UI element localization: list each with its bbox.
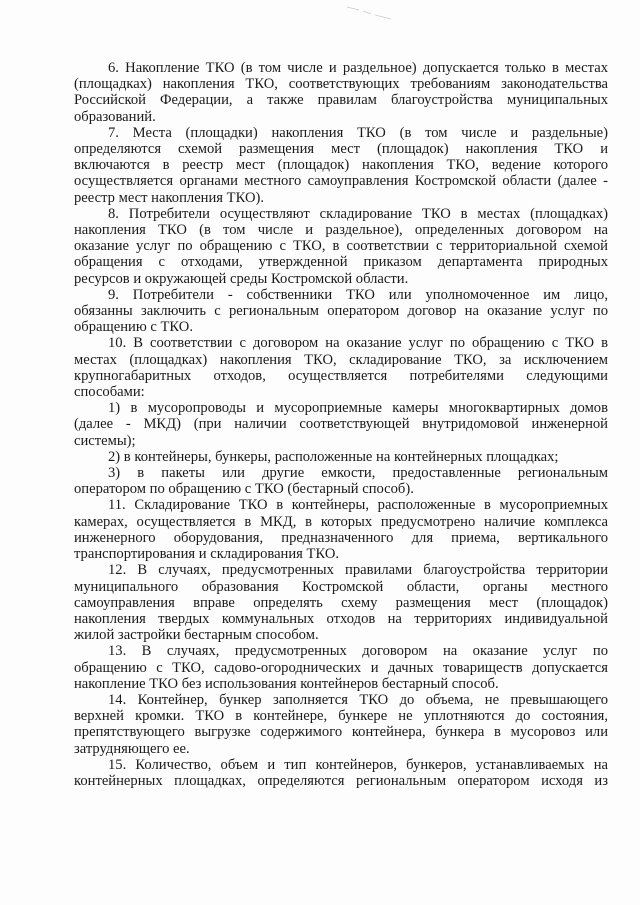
text-line: способами: [74, 384, 145, 401]
text-line: определяются схемой размещения мест (площадок) накопления ТКО и [74, 141, 608, 158]
text-line: затрудняющего ее. [74, 740, 190, 757]
text-line: обязанны заключить с региональным оператором договор на оказание услуг по [74, 303, 608, 320]
text-line: 8. Потребители осуществляют складирование ТКО в местах (площадках) [108, 205, 608, 222]
paragraph [74, 497, 608, 562]
text-line: 10. В соответствии с договором на оказание услуг по обращению с ТКО в [108, 335, 608, 352]
text-line: 13. В случаях, предусмотренных договором на оказание услуг по [108, 643, 608, 660]
text-line: оказание услуг по обращению с ТКО, в соответствии с территориальной схемой [74, 238, 608, 255]
paragraph [74, 335, 608, 400]
paragraph [74, 287, 608, 336]
paragraph [74, 643, 608, 692]
text-line: 6. Накопление ТКО (в том числе и раздельное) допускается только в местах [108, 60, 608, 76]
text-line: накопления ТКО (в том числе и раздельное), определенных договором на [74, 222, 608, 239]
paragraph [74, 125, 608, 206]
text-line: камерах, осуществляется в МКД, в которых предусмотрено наличие комплекса [74, 513, 608, 530]
paragraph [74, 757, 608, 789]
paragraph [74, 206, 608, 287]
text-line: системы); [74, 432, 136, 449]
paragraph [74, 562, 608, 643]
text-line: накопление ТКО без использования контейнеров бестарный способ. [74, 675, 499, 692]
paragraph [74, 60, 608, 125]
text-line: местах (площадках) накопления ТКО, складирование ТКО, за исключением [74, 351, 608, 368]
text-line: 2) в контейнеры, бункеры, расположенные на контейнерных площадках; [108, 448, 559, 465]
paragraph [74, 449, 608, 465]
text-line: (площадках) накопления ТКО, соответствующих требованиям законодательства [74, 76, 608, 93]
text-line: накопления твердых коммунальных отходов на территориях индивидуальной [74, 610, 608, 627]
text-line: самоуправления вправе определять схему размещения мест (площадок) [74, 594, 608, 611]
text-line: обращения с отходами, утвержденной приказом департамента природных [74, 254, 608, 271]
text-line: 11. Складирование ТКО в контейнеры, расположенные в мусороприемных [108, 497, 608, 514]
text-line: обращению с ТКО. [74, 319, 193, 336]
text-line: 14. Контейнер, бункер заполняется ТКО до объема, не превышающего [108, 691, 608, 708]
text-line: Российской Федерации, а также правилам благоустройства муниципальных [74, 92, 608, 109]
text-line: 7. Места (площадки) накопления ТКО (в том числе и раздельные) [108, 124, 608, 141]
text-line: (далее - МКД) (при наличии соответствующей внутридомовой инженерной [74, 416, 608, 433]
text-line: 12. В случаях, предусмотренных правилами благоустройства территории [108, 562, 608, 579]
text-line: реестр мест накопления ТКО). [74, 189, 264, 206]
text-line: препятствующего выгрузке содержимого контейнера, бункера в мусоровоз или [74, 724, 608, 741]
text-line: инженерного оборудования, предназначенного для приема, вертикального [74, 529, 608, 546]
text-line: транспортирования и складирования ТКО. [74, 546, 340, 563]
paragraph [74, 465, 608, 497]
text-line: образований. [74, 108, 156, 125]
text-line: жилой застройки бестарным способом. [74, 627, 319, 644]
text-line: верхней кромки. ТКО в контейнере, бункере не уплотняются до состояния, [74, 708, 608, 725]
text-line: 15. Количество, объем и тип контейнеров, бункеров, устанавливаемых на [108, 756, 608, 773]
text-line: включаются в реестр мест (площадок) накопления ТКО, ведение которого [74, 157, 608, 174]
text-line: осуществляется органами местного самоуправления Костромской области (далее - [74, 173, 608, 190]
text-line: муниципального образования Костромской области, органы местного [74, 578, 608, 595]
scan-artifact-mark [345, 4, 395, 20]
text-line: 9. Потребители - собственники ТКО или уполномоченное им лицо, [108, 286, 608, 303]
paragraph [74, 692, 608, 757]
text-line: 3) в пакеты или другие емкости, предоставленные региональным [108, 465, 608, 482]
paragraph [74, 400, 608, 449]
text-line: контейнерных площадках, определяются региональным оператором исходя из [74, 772, 608, 789]
text-line: обращению с ТКО, садово-огороднических и дачных товариществ допускается [74, 659, 608, 676]
document-body [74, 60, 608, 789]
text-line: оператором по обращению с ТКО (бестарный способ). [74, 481, 414, 498]
text-line: ресурсов и окружающей среды Костромской области. [74, 270, 409, 287]
text-line: крупногабаритных отходов, осуществляется потребителями следующими [74, 367, 608, 384]
text-line: 1) в мусоропроводы и мусороприемные камеры многоквартирных домов [108, 400, 608, 417]
